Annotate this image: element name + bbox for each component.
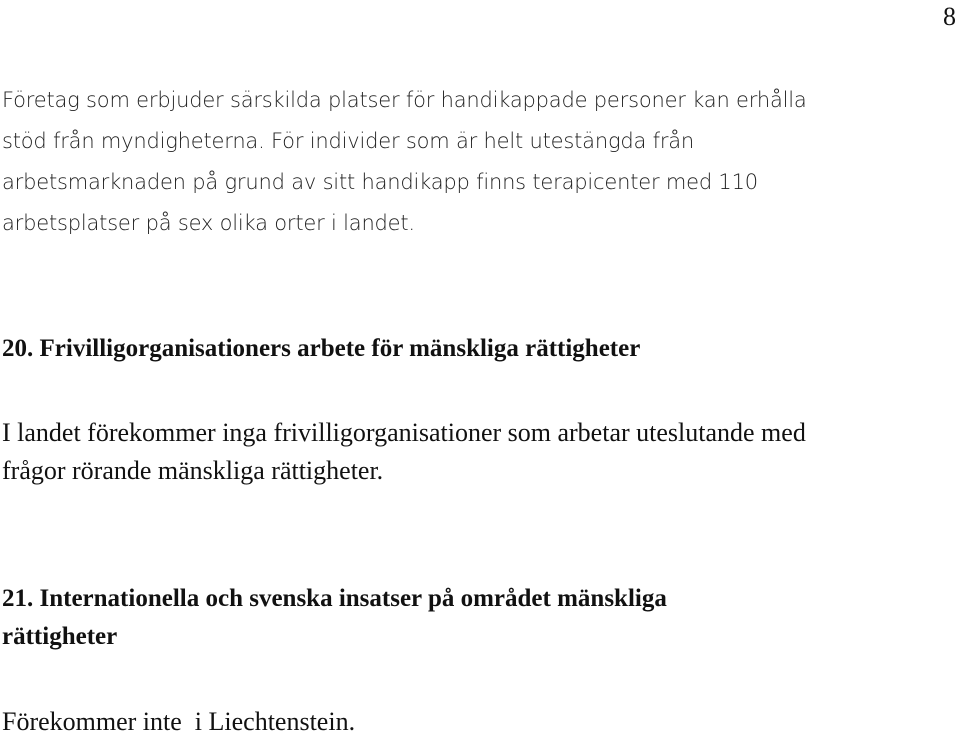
section-20-heading: 20. Frivilligorganisationers arbete för mänskliga rättigheter [2,335,641,362]
section-20-body-line: I landet förekommer inga frivilligorganisationer som arbetar uteslutande med [2,418,806,447]
page-number: 8 [943,2,956,31]
section-21-heading [2,580,952,656]
intro-paragraph-line: Företag som erbjuder särskilda platser för handikappade personer kan erhålla [2,88,807,112]
section-20-body [2,414,952,490]
section-20-body-line: frågor rörande mänskliga rättigheter. [2,456,384,485]
section-21-body: Förekommer inte i Liechtenstein. [2,707,356,736]
intro-paragraph-line: stöd från myndigheterna. För individer som är helt utestängda från [2,129,695,153]
section-21-heading-line: 21. Internationella och svenska insatser på området mänskliga [2,585,667,612]
intro-paragraph [2,80,952,244]
intro-paragraph-line: arbetsplatser på sex olika orter i landet. [2,211,415,235]
section-21-heading-line: rättigheter [2,623,118,650]
intro-paragraph-line: arbetsmarknaden på grund av sitt handikapp finns terapicenter med 110 [2,170,758,194]
